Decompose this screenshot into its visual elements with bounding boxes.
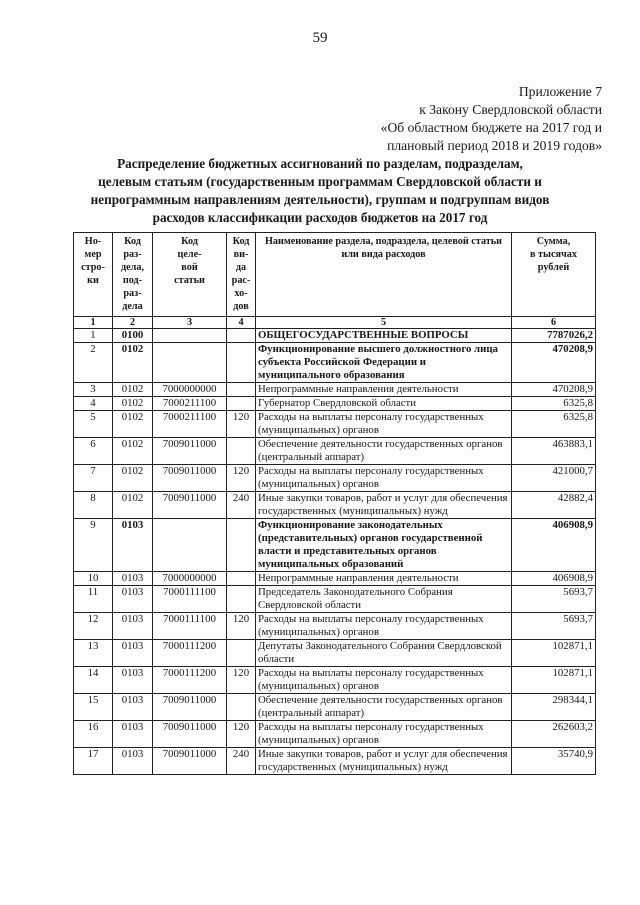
expense-name: Председатель Законодательного Собрания Свердловской области bbox=[256, 586, 512, 613]
title-line: непрограммным направлениям деятельности), группам и подгруппам видов bbox=[90, 192, 550, 207]
table-row bbox=[74, 397, 596, 411]
expense-name: Расходы на выплаты персоналу государственных (муниципальных) органов bbox=[256, 721, 512, 748]
row-number: 6 bbox=[74, 438, 113, 465]
article-code: 7000000000 bbox=[153, 383, 227, 397]
section-code: 0103 bbox=[113, 721, 153, 748]
expense-type-code bbox=[227, 586, 256, 613]
table-row bbox=[74, 694, 596, 721]
header-article-code: Код целе- вой статьи bbox=[153, 233, 227, 317]
expense-name: Иные закупки товаров, работ и услуг для обеспечения государственных (муниципальных) нужд bbox=[256, 492, 512, 519]
appendix-line: «Об областном бюджете на 2017 год и bbox=[380, 120, 602, 135]
expense-name: Губернатор Свердловской области bbox=[256, 397, 512, 411]
header-sum: Сумма, в тысячах рублей bbox=[512, 233, 596, 317]
row-number: 9 bbox=[74, 519, 113, 572]
expense-type-code: 120 bbox=[227, 465, 256, 492]
section-code: 0103 bbox=[113, 613, 153, 640]
expense-type-code bbox=[227, 343, 256, 383]
article-code bbox=[153, 343, 227, 383]
table-row bbox=[74, 465, 596, 492]
expense-type-code: 120 bbox=[227, 667, 256, 694]
expense-name: Иные закупки товаров, работ и услуг для обеспечения государственных (муниципальных) нужд bbox=[256, 748, 512, 775]
row-number: 14 bbox=[74, 667, 113, 694]
table-row bbox=[74, 519, 596, 572]
row-number: 2 bbox=[74, 343, 113, 383]
article-code: 7009011000 bbox=[153, 721, 227, 748]
expense-name: Расходы на выплаты персоналу государственных (муниципальных) органов bbox=[256, 613, 512, 640]
row-number: 3 bbox=[74, 383, 113, 397]
amount: 5693,7 bbox=[512, 586, 596, 613]
expense-type-code: 120 bbox=[227, 721, 256, 748]
header-name: Наименование раздела, подраздела, целевой статьи или вида расходов bbox=[256, 233, 512, 317]
section-code: 0103 bbox=[113, 694, 153, 721]
article-code: 7009011000 bbox=[153, 694, 227, 721]
expense-name: Обеспечение деятельности государственных органов (центральный аппарат) bbox=[256, 438, 512, 465]
appendix-line: плановый период 2018 и 2019 годов» bbox=[387, 138, 602, 153]
article-code: 7000111200 bbox=[153, 667, 227, 694]
expense-name: Функционирование высшего должностного лица субъекта Российской Федерации и муниципального образования bbox=[256, 343, 512, 383]
amount: 42882,4 bbox=[512, 492, 596, 519]
article-code: 7009011000 bbox=[153, 465, 227, 492]
expense-type-code bbox=[227, 397, 256, 411]
amount: 406908,9 bbox=[512, 519, 596, 572]
row-number: 1 bbox=[74, 329, 113, 343]
page-number: 59 bbox=[312, 30, 328, 46]
section-code: 0103 bbox=[113, 667, 153, 694]
expense-name: ОБЩЕГОСУДАРСТВЕННЫЕ ВОПРОСЫ bbox=[256, 329, 512, 343]
section-code: 0102 bbox=[113, 383, 153, 397]
amount: 7787026,2 bbox=[512, 329, 596, 343]
expense-name: Обеспечение деятельности государственных органов (центральный аппарат) bbox=[256, 694, 512, 721]
row-number: 4 bbox=[74, 397, 113, 411]
article-code: 7000000000 bbox=[153, 572, 227, 586]
expense-type-code bbox=[227, 383, 256, 397]
amount: 421000,7 bbox=[512, 465, 596, 492]
amount: 6325,8 bbox=[512, 411, 596, 438]
article-code: 7000211100 bbox=[153, 397, 227, 411]
header-row-number: Но- мер стро- ки bbox=[74, 233, 113, 317]
section-code: 0102 bbox=[113, 343, 153, 383]
table-row bbox=[74, 667, 596, 694]
amount: 406908,9 bbox=[512, 572, 596, 586]
amount: 262603,2 bbox=[512, 721, 596, 748]
amount: 35740,9 bbox=[512, 748, 596, 775]
appendix-line: к Закону Свердловской области bbox=[419, 102, 602, 117]
amount: 298344,1 bbox=[512, 694, 596, 721]
title-line: Распределение бюджетных ассигнований по разделам, подразделам, bbox=[117, 156, 523, 171]
appendix-line: Приложение 7 bbox=[518, 84, 602, 99]
amount: 102871,1 bbox=[512, 640, 596, 667]
budget-table bbox=[73, 232, 596, 775]
title-line: расходов классификации расходов бюджетов на 2017 год bbox=[152, 210, 488, 225]
row-number: 11 bbox=[74, 586, 113, 613]
section-code: 0100 bbox=[113, 329, 153, 343]
section-code: 0102 bbox=[113, 411, 153, 438]
article-code: 7000111100 bbox=[153, 586, 227, 613]
article-code bbox=[153, 329, 227, 343]
expense-name: Непрограммные направления деятельности bbox=[256, 383, 512, 397]
table-row bbox=[74, 343, 596, 383]
column-number: 5 bbox=[256, 317, 512, 329]
amount: 102871,1 bbox=[512, 667, 596, 694]
amount: 6325,8 bbox=[512, 397, 596, 411]
section-code: 0103 bbox=[113, 748, 153, 775]
expense-name: Непрограммные направления деятельности bbox=[256, 572, 512, 586]
expense-type-code bbox=[227, 694, 256, 721]
table-row bbox=[74, 640, 596, 667]
section-code: 0103 bbox=[113, 586, 153, 613]
expense-type-code bbox=[227, 438, 256, 465]
expense-type-code: 240 bbox=[227, 492, 256, 519]
column-number-row bbox=[74, 317, 596, 329]
table-header-row bbox=[74, 233, 596, 317]
expense-name: Депутаты Законодательного Собрания Свердловской области bbox=[256, 640, 512, 667]
column-number: 3 bbox=[153, 317, 227, 329]
appendix-header bbox=[381, 83, 602, 155]
expense-type-code bbox=[227, 329, 256, 343]
row-number: 12 bbox=[74, 613, 113, 640]
expense-type-code bbox=[227, 519, 256, 572]
article-code: 7009011000 bbox=[153, 492, 227, 519]
row-number: 13 bbox=[74, 640, 113, 667]
amount: 470208,9 bbox=[512, 383, 596, 397]
table-row bbox=[74, 492, 596, 519]
table-row bbox=[74, 613, 596, 640]
expense-name: Расходы на выплаты персоналу государственных (муниципальных) органов bbox=[256, 667, 512, 694]
row-number: 16 bbox=[74, 721, 113, 748]
amount: 463883,1 bbox=[512, 438, 596, 465]
article-code: 7000111200 bbox=[153, 640, 227, 667]
expense-type-code: 120 bbox=[227, 411, 256, 438]
article-code: 7000111100 bbox=[153, 613, 227, 640]
section-code: 0103 bbox=[113, 572, 153, 586]
article-code: 7009011000 bbox=[153, 438, 227, 465]
column-number: 4 bbox=[227, 317, 256, 329]
expense-type-code bbox=[227, 572, 256, 586]
expense-name: Функционирование законодательных (представительных) органов государственной власти и представительных органов муниципальных образований bbox=[256, 519, 512, 572]
article-code: 7000211100 bbox=[153, 411, 227, 438]
row-number: 15 bbox=[74, 694, 113, 721]
table-row bbox=[74, 586, 596, 613]
table-row bbox=[74, 572, 596, 586]
article-code bbox=[153, 519, 227, 572]
column-number: 6 bbox=[512, 317, 596, 329]
amount: 470208,9 bbox=[512, 343, 596, 383]
row-number: 5 bbox=[74, 411, 113, 438]
section-code: 0102 bbox=[113, 465, 153, 492]
document-title bbox=[70, 155, 570, 227]
section-code: 0102 bbox=[113, 397, 153, 411]
expense-type-code bbox=[227, 640, 256, 667]
section-code: 0103 bbox=[113, 640, 153, 667]
row-number: 10 bbox=[74, 572, 113, 586]
table-row bbox=[74, 383, 596, 397]
article-code: 7009011000 bbox=[153, 748, 227, 775]
section-code: 0102 bbox=[113, 492, 153, 519]
column-number: 1 bbox=[74, 317, 113, 329]
table-row bbox=[74, 329, 596, 343]
table-row bbox=[74, 438, 596, 465]
table-row bbox=[74, 721, 596, 748]
expense-name: Расходы на выплаты персоналу государственных (муниципальных) органов bbox=[256, 411, 512, 438]
table-row bbox=[74, 748, 596, 775]
section-code: 0102 bbox=[113, 438, 153, 465]
row-number: 8 bbox=[74, 492, 113, 519]
row-number: 7 bbox=[74, 465, 113, 492]
header-expense-type: Код ви- да рас- хо- дов bbox=[227, 233, 256, 317]
amount: 5693,7 bbox=[512, 613, 596, 640]
row-number: 17 bbox=[74, 748, 113, 775]
expense-type-code: 240 bbox=[227, 748, 256, 775]
section-code: 0103 bbox=[113, 519, 153, 572]
title-line: целевым статьям (государственным программам Свердловской области и bbox=[98, 174, 542, 189]
expense-name: Расходы на выплаты персоналу государственных (муниципальных) органов bbox=[256, 465, 512, 492]
header-section-code: Код раз- дела, под- раз- дела bbox=[113, 233, 153, 317]
column-number: 2 bbox=[113, 317, 153, 329]
expense-type-code: 120 bbox=[227, 613, 256, 640]
table-row bbox=[74, 411, 596, 438]
